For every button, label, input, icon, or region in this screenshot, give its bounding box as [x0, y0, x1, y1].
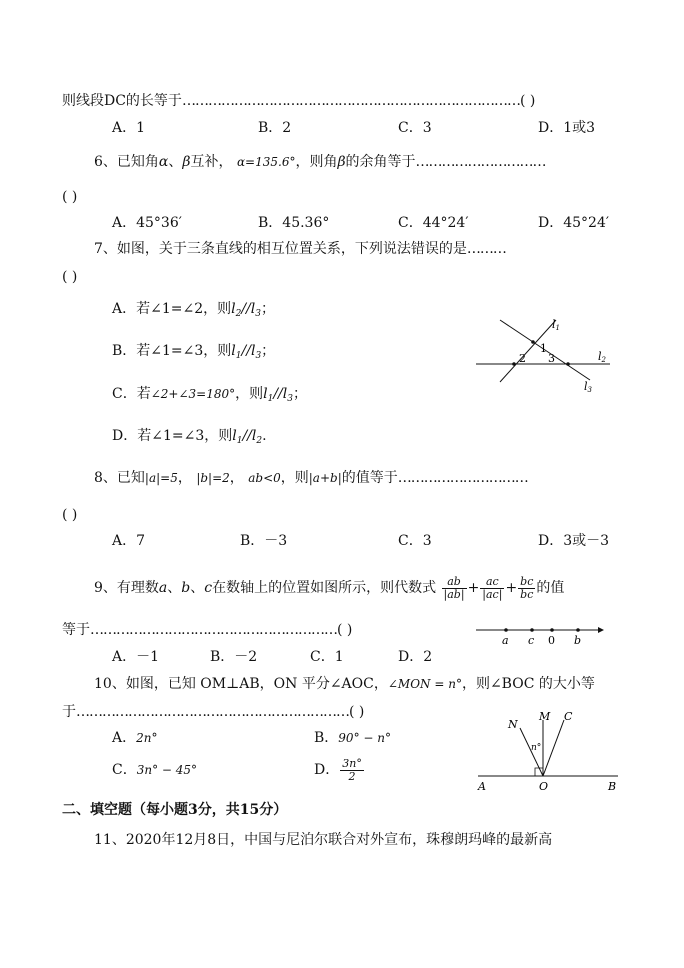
q6-bracket: ( ): [62, 189, 78, 205]
angle-1-label: 1: [540, 342, 547, 355]
label-m: M: [539, 710, 551, 723]
intersection-point-1: [531, 340, 535, 344]
right-angle-marker: [535, 768, 543, 776]
question-10-stem-line2: 于………………………………………………………( ): [62, 704, 365, 720]
question-9-stem: 9、有理数a、b、c在数轴上的位置如图所示，则代数式 $\frac{ab}{|ab|}$ + $\frac{ac}{|ac|}$ + $\frac{bc}{bc}$ 的值: [94, 574, 565, 601]
question-6-stem: 6、已知角α、β互补， α=135.6°，则角β的余角等于…………………………: [94, 154, 546, 170]
q10-option-d: D． $\frac{3n^\circ}{2}$: [314, 756, 362, 783]
q9-option-d: D．2: [398, 649, 433, 665]
q7-bracket: ( ): [62, 269, 78, 285]
question-8-stem: 8、已知|a|=5， |b|=2， ab<0，则|a+b|的值等于…………………………: [94, 470, 528, 486]
label-b: b: [574, 634, 582, 647]
q5-option-d: D．1或3: [538, 120, 596, 136]
q9-option-c: C．1: [310, 649, 344, 665]
question-9-stem-line2: 等于…………………………………………………( ): [62, 622, 353, 638]
arrow-right-icon: [598, 627, 604, 633]
fraction-bc: $\frac{bc}{bc}$: [520, 574, 534, 601]
q7-option-a: A．若∠1=∠2，则$l_2//l_3$；: [112, 301, 275, 319]
angle-n-label: n°: [531, 743, 542, 753]
fraction-ac: $\frac{ac}{|ac|}$: [482, 574, 503, 601]
q9-option-b: B．－2: [210, 649, 258, 665]
q8-option-b: B．－3: [240, 533, 288, 549]
q7-option-b: B．若∠1=∠3，则$l_1//l_3$；: [112, 343, 276, 361]
q10-option-a: A．2n°: [112, 730, 158, 746]
number-line-figure: [474, 620, 606, 648]
label-l2: l2: [598, 350, 606, 364]
point-b: [576, 628, 580, 632]
label-c: C: [564, 710, 573, 723]
angle-figure: [476, 706, 626, 798]
label-l3: l3: [584, 380, 592, 394]
point-a: [504, 628, 508, 632]
label-a: a: [502, 634, 509, 647]
q8-option-d: D．3或－3: [538, 533, 610, 549]
label-zero: 0: [548, 634, 555, 647]
angle-3-label: 3: [548, 352, 555, 365]
q8-bracket: ( ): [62, 507, 78, 523]
q6-option-b: B．45.36°: [258, 215, 330, 231]
point-c: [530, 628, 534, 632]
q9-option-a: A．－1: [112, 649, 160, 665]
q8-option-a: A．7: [112, 533, 146, 549]
q7-option-d: D．若∠1=∠3，则$l_1//l_2$.: [112, 428, 267, 446]
fraction-3n-over-2: $\frac{3n^\circ}{2}$: [342, 756, 362, 783]
q6-option-c: C．44°24′: [398, 215, 469, 231]
q6-option-a: A．45°36′: [112, 215, 182, 231]
q5-option-a: A．1: [112, 120, 146, 136]
q6-option-d: D．45°24′: [538, 215, 610, 231]
label-n: N: [508, 718, 518, 731]
three-lines-figure: [470, 310, 620, 400]
label-o: O: [539, 780, 549, 793]
q5-option-b: B．2: [258, 120, 292, 136]
section-2-heading: 二、填空题（每小题3分，共15分）: [62, 802, 288, 818]
q7-option-c: C．若∠2+∠3=180°，则$l_1//l_3$；: [112, 386, 307, 404]
intersection-point-3: [566, 362, 570, 366]
intersection-point-2: [512, 362, 516, 366]
question-11-stem: 11、2020年12月8日，中国与尼泊尔联合对外宣布，珠穆朗玛峰的最新高: [94, 832, 553, 848]
q10-option-b: B．90° − n°: [314, 730, 391, 746]
q5-option-c: C．3: [398, 120, 432, 136]
label-b: B: [608, 780, 617, 793]
label-l1: l1: [552, 318, 560, 332]
line-l1: [500, 320, 556, 382]
ray-oc: [543, 720, 564, 776]
question-10-stem: 10、如图，已知 OM⊥AB，ON 平分∠AOC，∠MON = n°，则∠BOC 的大小等: [94, 676, 595, 692]
question-7-stem: 7、如图，关于三条直线的相互位置关系，下列说法错误的是………: [94, 241, 506, 257]
question-5-stem: 则线段DC的长等于……………………………………………………………………( ): [62, 93, 536, 109]
label-c: c: [528, 634, 535, 647]
point-zero: [550, 628, 554, 632]
angle-2-label: 2: [519, 352, 526, 365]
fraction-ab: $\frac{ab}{|ab|}$: [443, 574, 465, 601]
q8-option-c: C．3: [398, 533, 432, 549]
q10-option-c: C．3n° − 45°: [112, 762, 198, 778]
label-a: A: [478, 780, 486, 793]
